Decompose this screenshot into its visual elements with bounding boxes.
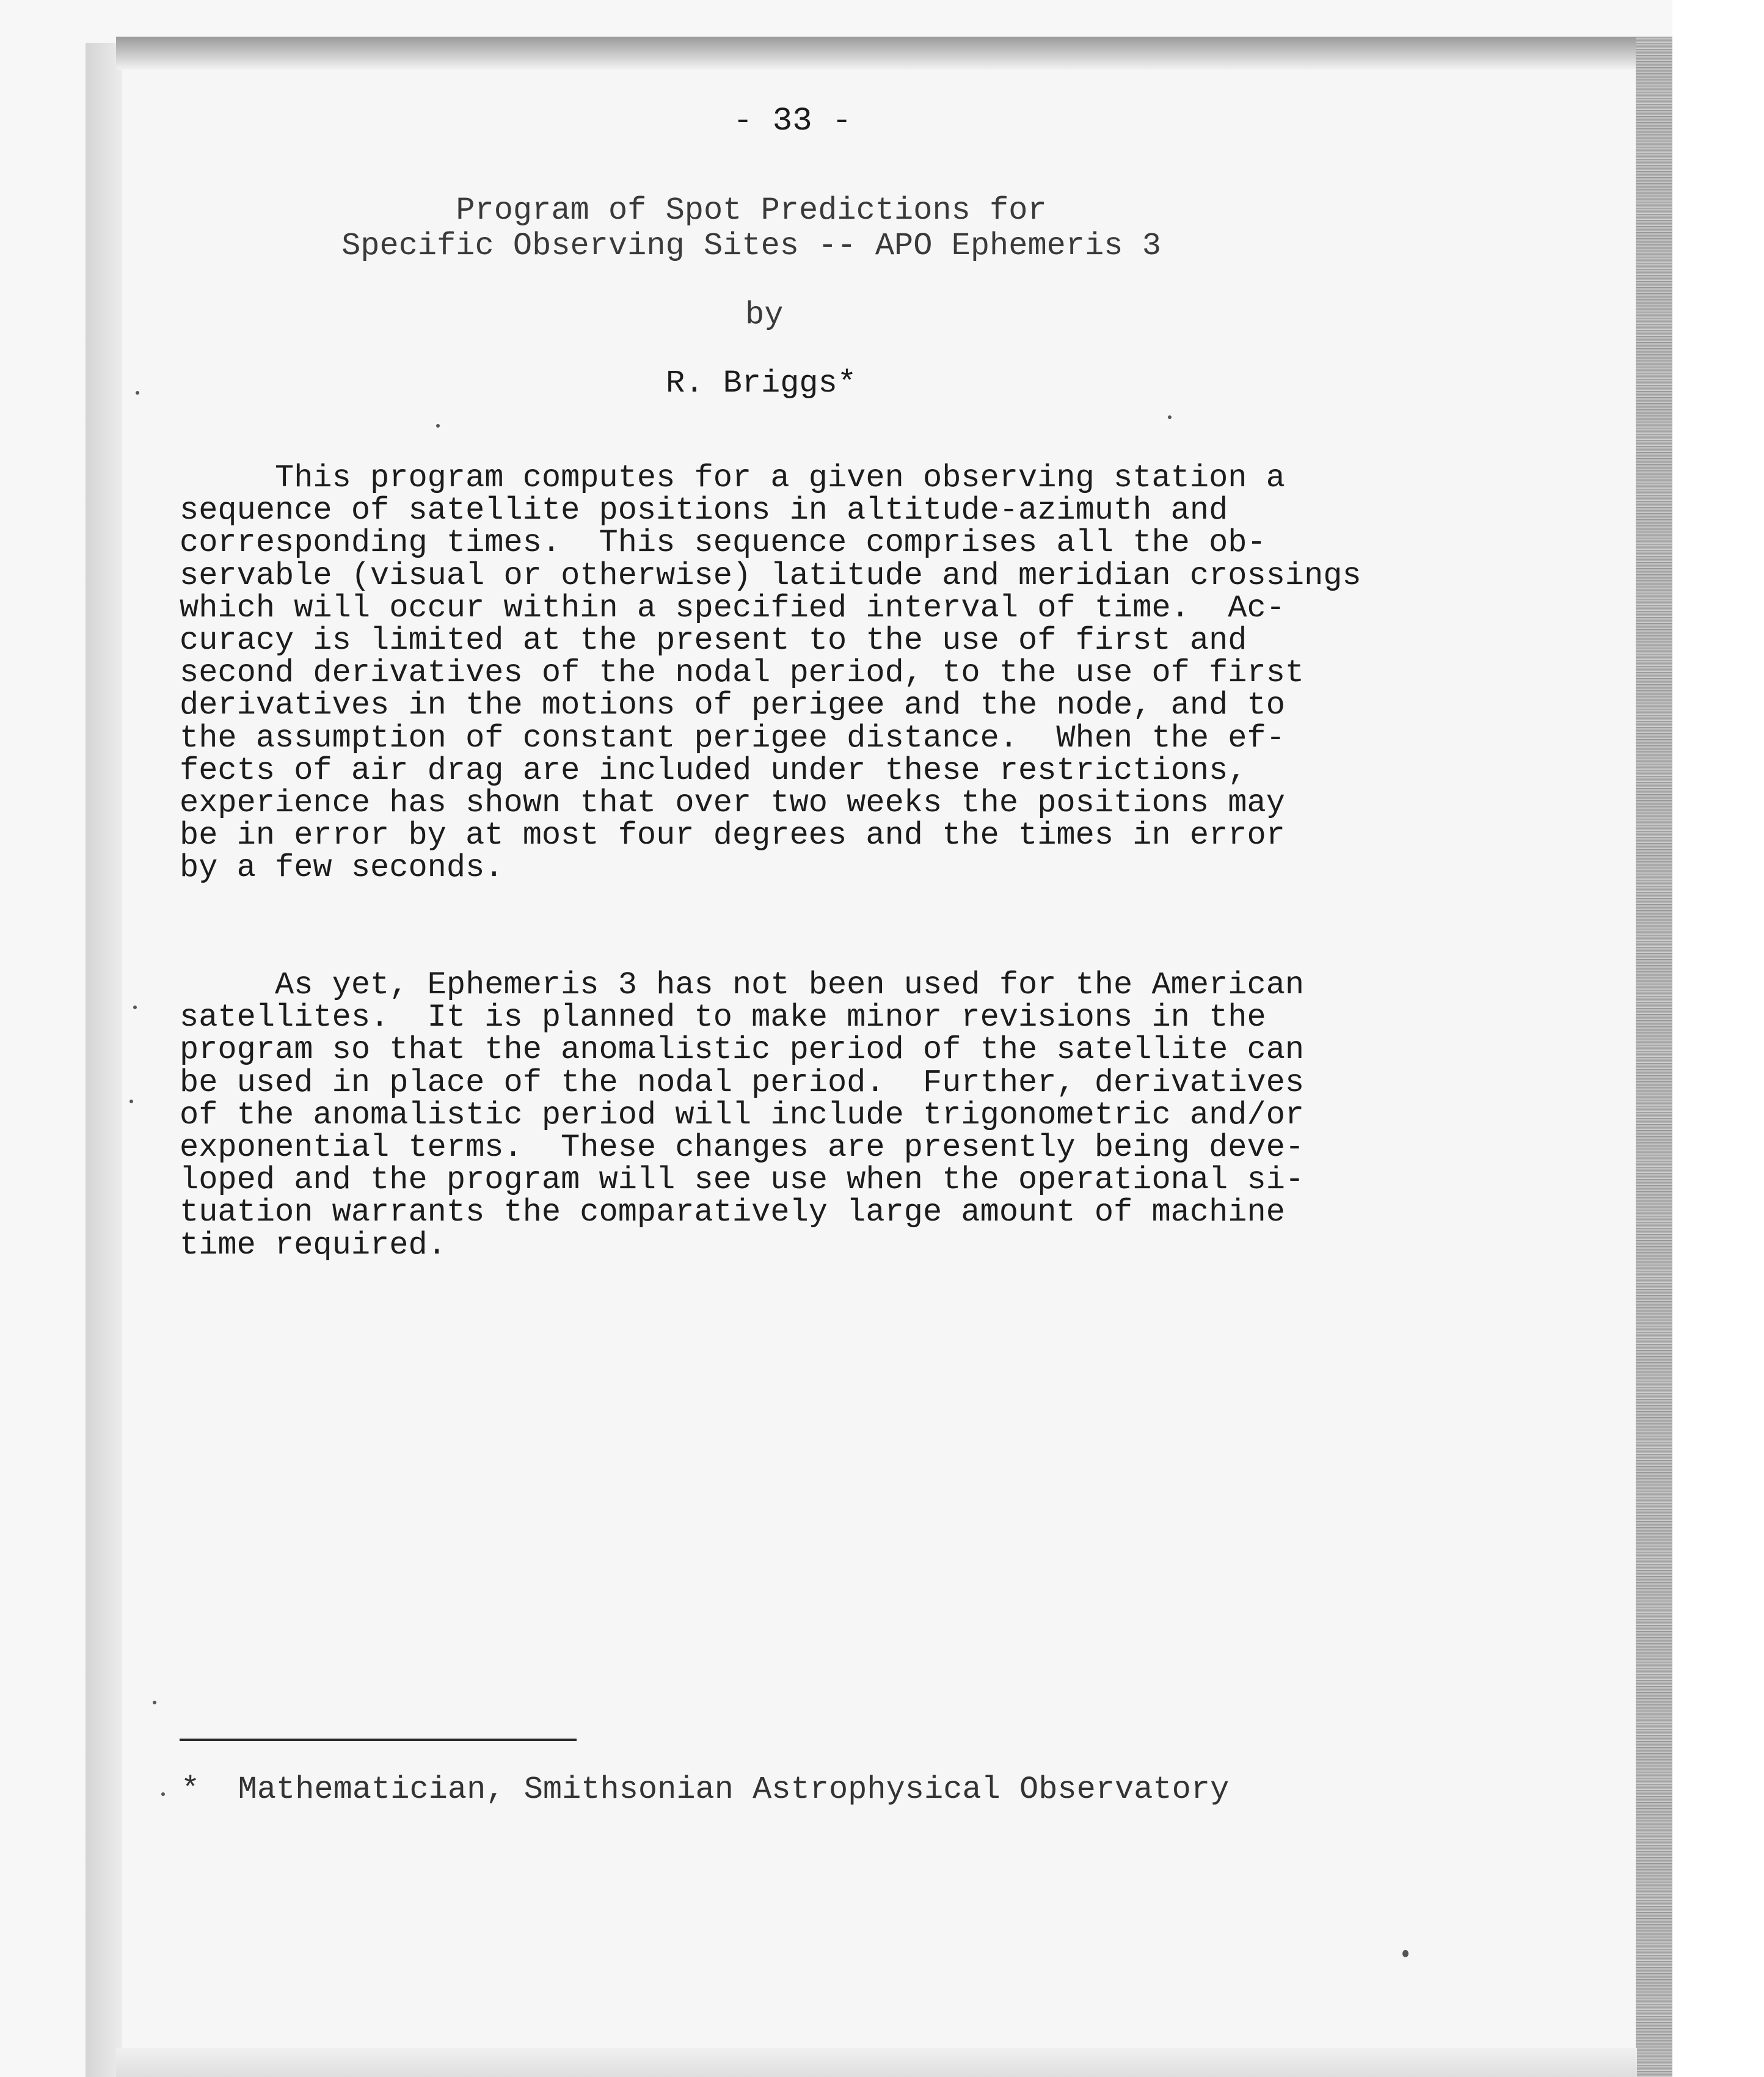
paragraph-line: loped and the program will see use when the operational si-: [180, 1162, 1305, 1199]
paragraph-line: servable (visual or otherwise) latitude and meridian crossings: [180, 557, 1361, 594]
paragraph-line: be used in place of the nodal period. Further, derivatives: [180, 1064, 1305, 1101]
paragraph-line: by a few seconds.: [180, 850, 504, 886]
scan-speck: [133, 1006, 137, 1009]
scan-speck: [153, 1701, 156, 1704]
top-scan-band: [116, 37, 1655, 70]
paragraph-line: be in error by at most four degrees and the times in error: [180, 817, 1285, 854]
scan-speck: [1402, 1950, 1409, 1957]
scan-speck: [129, 1100, 133, 1103]
paragraph-line: exponential terms. These changes are presently being deve-: [180, 1130, 1305, 1166]
paragraph-line: experience has shown that over two weeks the positions may: [180, 785, 1285, 822]
paragraph-line: curacy is limited at the present to the use of first and: [180, 622, 1247, 659]
paragraph-line: program so that the anomalistic period of the satellite can: [180, 1032, 1305, 1068]
paragraph-line: time required.: [180, 1227, 446, 1263]
paragraph-line: derivatives in the motions of perigee and the node, and to: [180, 687, 1285, 724]
footnote: * Mathematician, Smithsonian Astrophysical Observatory: [181, 1772, 1230, 1808]
paragraph-2: [180, 969, 1304, 1261]
scan-speck: [136, 391, 139, 395]
right-scan-edge: [1636, 37, 1672, 2077]
paragraph-line: second derivatives of the nodal period, to the use of first: [180, 655, 1305, 692]
paragraph-line: satellites. It is planned to make minor revisions in the: [180, 999, 1266, 1036]
title-line-1: Program of Spot Predictions for: [456, 192, 1047, 228]
paragraph-line: the assumption of constant perigee distance. When the ef-: [180, 720, 1285, 756]
scan-speck: [1168, 415, 1172, 419]
paragraph-line: of the anomalistic period will include trigonometric and/or: [180, 1097, 1305, 1133]
bottom-scan-band: [116, 2048, 1637, 2077]
paragraph-line: fects of air drag are included under these restrictions,: [180, 752, 1247, 789]
byline: by: [745, 297, 784, 333]
paragraph-line: which will occur within a specified interval of time. Ac-: [180, 590, 1285, 626]
scan-speck: [161, 1792, 165, 1796]
right-margin: [1672, 0, 1764, 2077]
author-name: R. Briggs*: [666, 365, 857, 401]
paragraph-line: corresponding times. This sequence comprises all the ob-: [180, 525, 1266, 561]
scan-speck: [436, 424, 440, 428]
document-title: [244, 193, 1258, 264]
left-scan-shadow: [86, 43, 122, 2077]
paragraph-line: tuation warrants the comparatively large amount of machine: [180, 1194, 1285, 1231]
title-line-2: Specific Observing Sites -- APO Ephemeris 3: [341, 228, 1161, 264]
paragraph-line: As yet, Ephemeris 3 has not been used for the American: [180, 967, 1305, 1003]
paragraph-line: sequence of satellite positions in altitude-azimuth and: [180, 492, 1228, 529]
page-number: - 33 -: [733, 103, 852, 140]
paragraph-1: [180, 462, 1361, 885]
paragraph-line: This program computes for a given observing station a: [180, 460, 1285, 496]
footnote-divider: [180, 1739, 577, 1741]
